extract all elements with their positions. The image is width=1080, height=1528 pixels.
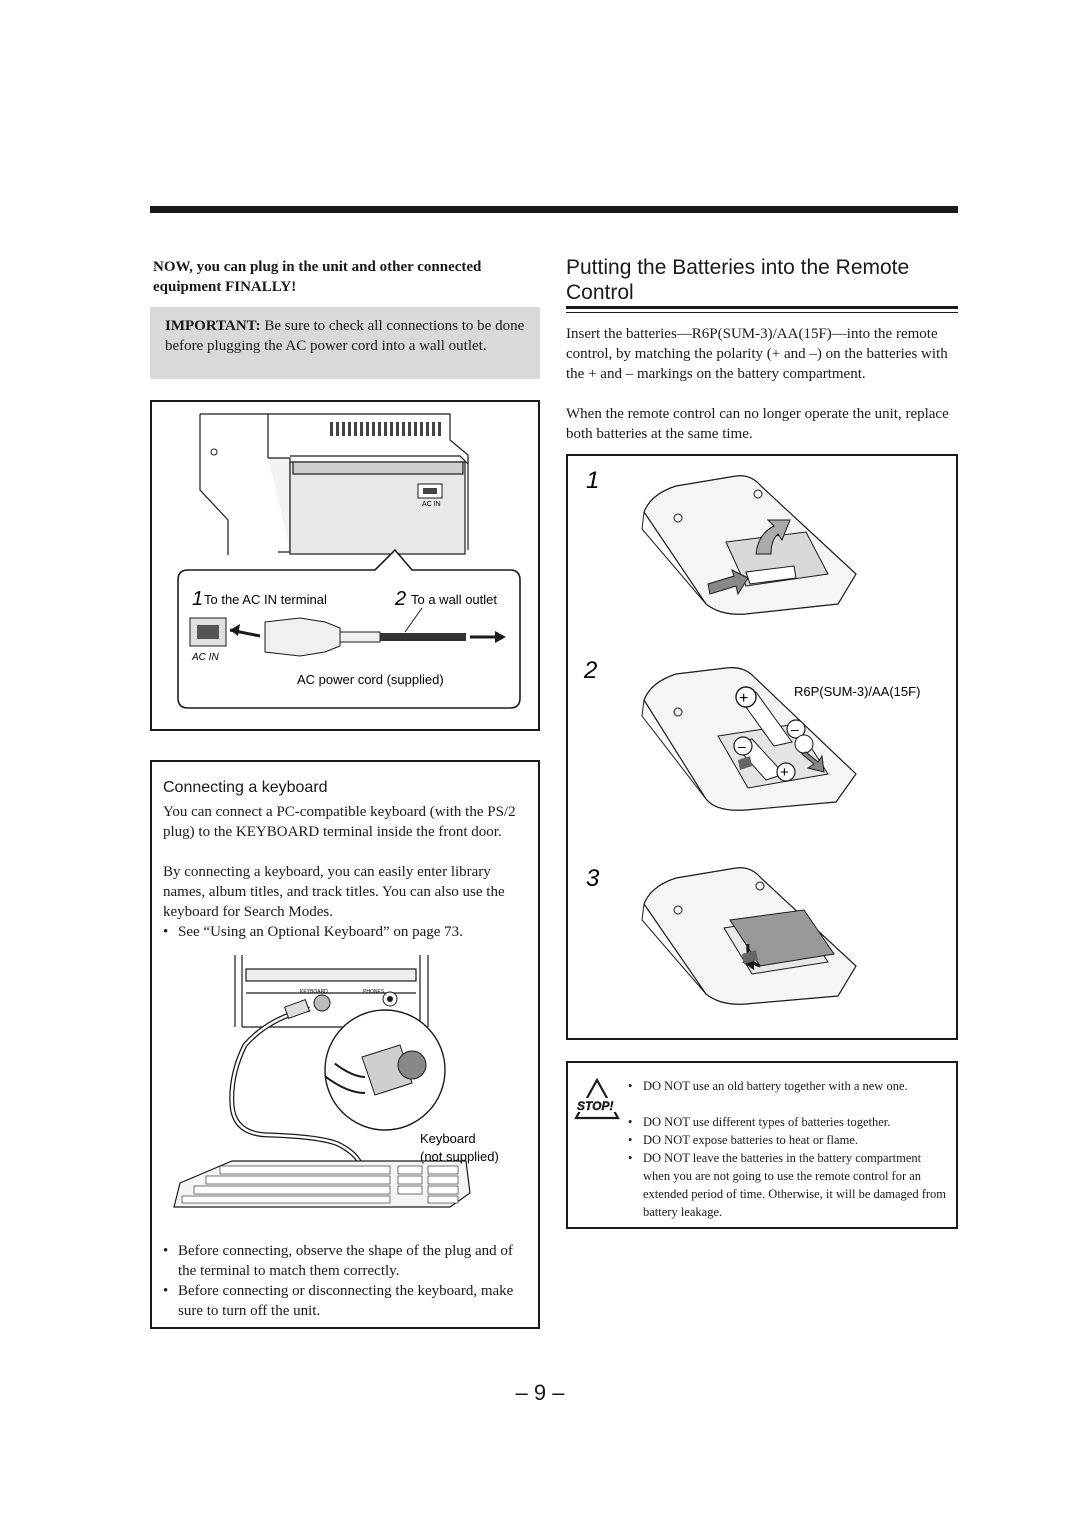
keyboard-bullet-1-text: Before connecting, observe the shape of the plug and of the terminal to match them correctly. [178,1243,513,1279]
top-rule [150,206,958,213]
replace-batteries-para: When the remote control can no longer operate the unit, replace both batteries at the same time. [566,406,949,442]
important-label: IMPORTANT: [165,318,261,334]
keyboard-bullet-1: • Before connecting, observe the shape of the plug and of the terminal to match them correctly. [163,1241,528,1281]
keyboard-sublabel: (not supplied) [420,1149,499,1164]
svg-text:–: – [791,721,799,737]
svg-text:–: – [738,738,746,754]
step-1-number: 1 [586,467,600,494]
svg-text:+: + [780,764,789,781]
step-3-number: 3 [586,865,600,892]
stop-warning-icon [574,1078,620,1122]
see-reference-text: See “Using an Optional Keyboard” on page 73. [178,924,463,940]
important-notice-text [165,316,530,356]
ac-plug [265,618,340,656]
section-title: Putting the Batteries into the Remote Control [566,256,910,304]
keyboard-port-label: KEYBOARD [300,989,328,995]
warning-item-1-text: DO NOT use an old battery together with a new one. [643,1079,908,1093]
cord-caption: AC power cord (supplied) [297,672,444,687]
insert-batteries-para: Insert the batteries—R6P(SUM-3)/AA(15F)—into the remote control, by matching the polarity (+ and –) on the batteries with the + and – markings on the battery compartment. [566,326,948,382]
step2-label: To a wall outlet [411,592,497,607]
warning-item-4: • DO NOT leave the batteries in the battery compartment when you are not going to use the remote control for an extended period of time. Otherwise, it will be damaged from battery leakage. [628,1149,950,1221]
title-rule [566,306,958,309]
ac-in-small-label: AC IN [422,501,441,508]
remote-step-3 [642,868,856,1005]
phones-port-label: PHONES [363,989,385,995]
warning-item-2: • DO NOT use different types of batteries together. [628,1115,891,1129]
keyboard-para-2: By connecting a keyboard, you can easily enter library names, album titles, and track titles. You can also use the keyboard for Search Modes. [163,864,505,920]
keyboard-section-title: Connecting a keyboard [163,779,328,796]
page-number: – 9 – [515,1380,565,1405]
keyboard-bullet-2-text: Before connecting or disconnecting the keyboard, make sure to turn off the unit. [178,1283,514,1319]
svg-text:+: + [739,690,749,707]
warning-item-1: • DO NOT use an old battery together with a new one. [628,1079,908,1093]
remote-step-1 [642,476,856,615]
keyboard-para-1: You can connect a PC-compatible keyboard (with the PS/2 plug) to the KEYBOARD terminal inside the front door. [163,804,516,840]
important-body: Be sure to check all connections to be done before plugging the AC power cord into a wall outlet. [165,318,525,354]
keyboard-label: Keyboard [420,1131,476,1146]
step1-number: 1 [192,588,204,610]
warning-item-3-text: DO NOT expose batteries to heat or flame. [643,1133,858,1147]
keyboard-bullet-2: • Before connecting or disconnecting the keyboard, make sure to turn off the unit. [163,1281,528,1321]
keyboard-see-reference: • See “Using an Optional Keyboard” on page 73. [163,924,463,940]
warning-item-3: • DO NOT expose batteries to heat or flame. [628,1133,858,1147]
ac-in-large-label: AC IN [192,652,219,663]
step1-label: To the AC IN terminal [204,592,327,607]
step2-number: 2 [395,588,407,610]
ac-connection-illustration [150,400,540,731]
plug-in-heading: NOW, you can plug in the unit and other connected equipment FINALLY! [153,259,482,295]
remote-battery-illustrations [566,454,958,1040]
keyboard-connection-illustration [150,945,540,1235]
step-2-number: 2 [584,657,598,684]
title-rule-thin [566,312,958,313]
stop-label: STOP! [577,1099,614,1113]
warning-item-4-text: DO NOT leave the batteries in the battery compartment when you are not going to use the remote control for an extended period of time. Otherwise, it will be damaged from battery leakage. [643,1151,947,1219]
battery-type-label: R6P(SUM-3)/AA(15F) [794,684,921,699]
warning-item-2-text: DO NOT use different types of batteries together. [643,1115,891,1129]
